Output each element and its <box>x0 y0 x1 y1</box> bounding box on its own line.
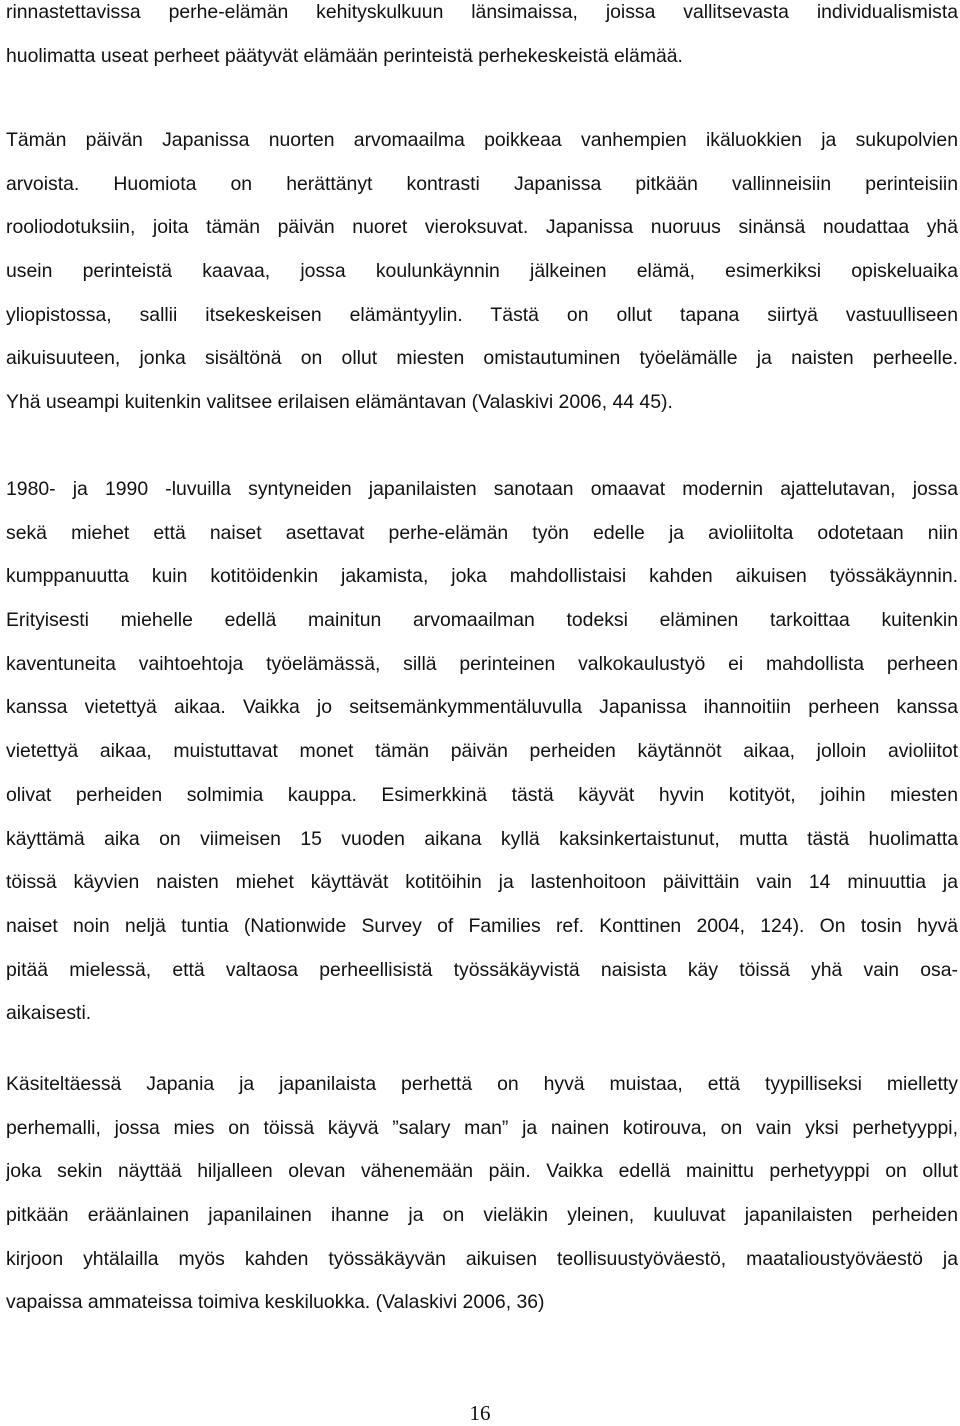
text-line: kumppanuutta kuin kotitöidenkin jakamista, joka mahdollistaisi kahden aikuisen työssäkäynnin. <box>6 565 958 588</box>
paragraph-4 <box>6 1063 958 1325</box>
text-line: rooliodotuksiin, joita tämän päivän nuoret vieroksuvat. Japanissa nuoruus sinänsä noudattaa yhä <box>6 216 958 239</box>
text-line: huolimatta useat perheet päätyvät elämään perinteistä perhekeskeistä elämää. <box>6 44 683 67</box>
text-line: aikuisuuteen, jonka sisältönä on ollut miesten omistautuminen työelämälle ja naisten perheelle. <box>6 347 958 370</box>
text-line: Tämän päivän Japanissa nuorten arvomaailma poikkeaa vanhempien ikäluokkien ja sukupolvien <box>6 129 958 151</box>
text-line: Käsiteltäessä Japania ja japanilaista perhettä on hyvä muistaa, että tyypilliseksi mielletty <box>6 1073 958 1095</box>
text-line: naiset noin neljä tuntia (Nationwide Survey of Families ref. Konttinen 2004, 124). On tosin hyvä <box>6 914 958 937</box>
text-line: töissä käyvien naisten miehet käyttävät kotitöihin ja lastenhoitoon päivittäin vain 14 minuuttia ja <box>6 871 958 894</box>
text-line: sekä miehet että naiset asettavat perhe-elämän työn edelle ja avioliitolta odotetaan niin <box>6 521 958 544</box>
text-line: käyttämä aika on viimeisen 15 vuoden aikana kyllä kaksinkertaistunut, mutta tästä huolimatta <box>6 827 958 850</box>
text-line: Yhä useampi kuitenkin valitsee erilaisen elämäntavan (Valaskivi 2006, 44 45). <box>6 391 673 414</box>
text-line: rinnastettavissa perhe-elämän kehityskulkuun länsimaissa, joissa vallitsevasta individualismista <box>6 1 958 23</box>
text-line: pitkään eräänlainen japanilainen ihanne ja on vieläkin yleinen, kuuluvat japanilaisten perheiden <box>6 1204 958 1227</box>
text-line: vietettyä aikaa, muistuttavat monet tämän päivän perheiden käytännöt aikaa, jolloin avioliitot <box>6 740 958 763</box>
text-line: kirjoon yhtälailla myös kahden työssäkäyvän aikuisen teollisuustyöväestö, maatalioustyöväestö ja <box>6 1247 958 1270</box>
paragraph-2 <box>6 119 958 425</box>
text-line: 1980- ja 1990 -luvuilla syntyneiden japanilaisten sanotaan omaavat modernin ajattelutavan, jossa <box>6 478 958 500</box>
text-line: usein perinteistä kaavaa, jossa koulunkäynnin jälkeinen elämä, esimerkiksi opiskeluaika <box>6 260 958 283</box>
text-line: yliopistossa, sallii itsekeskeisen elämäntyylin. Tästä on ollut tapana siirtyä vastuulliseen <box>6 303 958 326</box>
text-line: Erityisesti miehelle edellä mainitun arvomaailman todeksi eläminen tarkoittaa kuitenkin <box>6 609 958 632</box>
text-line: olivat perheiden solmimia kauppa. Esimerkkinä tästä käyvät hyvin kotityöt, joihin miesten <box>6 783 958 806</box>
text-line: vapaissa ammateissa toimiva keskiluokka. (Valaskivi 2006, 36) <box>6 1291 545 1314</box>
text-line: kanssa vietettyä aikaa. Vaikka jo seitsemänkymmentäluvulla Japanissa ihannoitiin perheen kanssa <box>6 696 958 719</box>
text-line: pitää mielessä, että valtaosa perheellisistä työssäkäyvistä naisista käy töissä yhä vain osa- <box>6 958 958 981</box>
text-line: kaventuneita vaihtoehtoja työelämässä, sillä perinteinen valkokaulustyö ei mahdollista perheen <box>6 652 958 675</box>
text-line: aikaisesti. <box>6 1002 92 1025</box>
paragraph-3 <box>6 468 958 1036</box>
text-line: perhemalli, jossa mies on töissä käyvä ”salary man” ja nainen kotirouva, on vain yksi perhetyyppi, <box>6 1116 958 1139</box>
text-line: joka sekin näyttää hiljalleen olevan vähenemään päin. Vaikka edellä mainittu perhetyyppi on ollut <box>6 1160 958 1183</box>
page-number: 16 <box>469 1401 491 1425</box>
paragraph-1 <box>6 0 958 78</box>
text-line: arvoista. Huomiota on herättänyt kontrasti Japanissa pitkään vallinneisiin perinteisiin <box>6 172 958 195</box>
